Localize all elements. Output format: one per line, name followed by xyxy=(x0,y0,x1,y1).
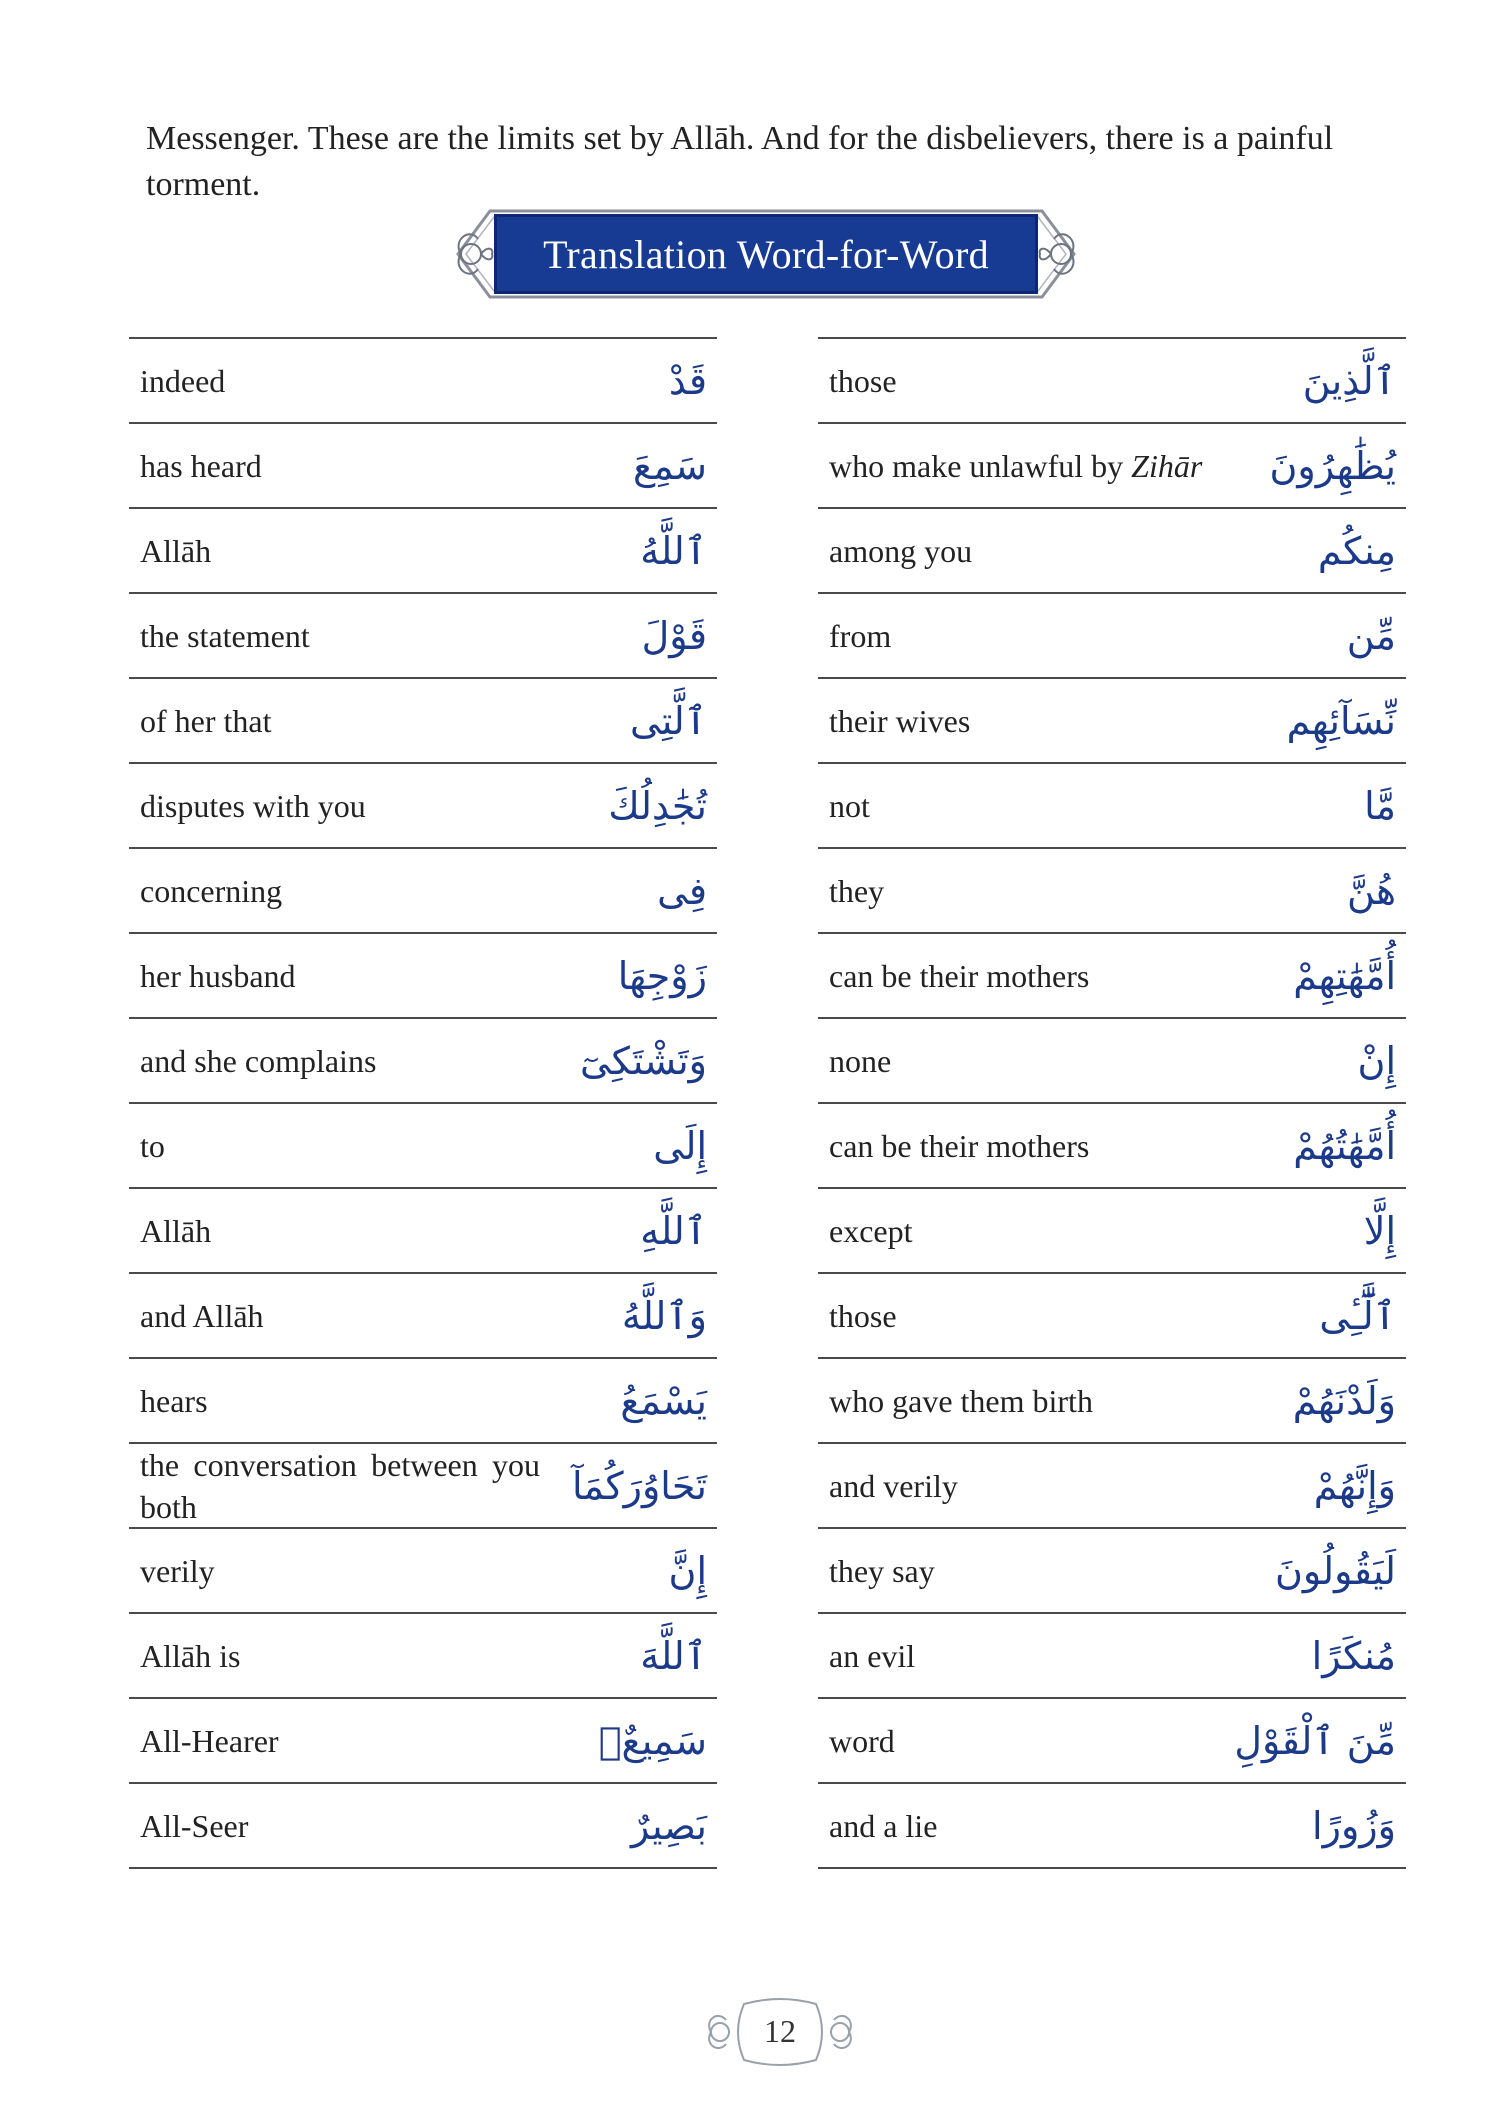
table-row xyxy=(129,679,717,764)
table-row xyxy=(818,1274,1406,1359)
table-row xyxy=(818,1529,1406,1614)
english-gloss: and verily xyxy=(829,1467,958,1504)
english-gloss: an evil xyxy=(829,1637,916,1674)
english-gloss: All-Hearer xyxy=(140,1722,279,1759)
arabic-word: قَدْ xyxy=(668,358,707,403)
arabic-word: إِلَّا xyxy=(1363,1208,1396,1253)
table-row xyxy=(818,594,1406,679)
english-gloss: can be their mothers xyxy=(829,957,1090,994)
arabic-word: أُمَّهَٰتِهِمْ xyxy=(1293,953,1396,998)
arabic-word: هُنَّ xyxy=(1347,868,1396,913)
table-row xyxy=(129,764,717,849)
arabic-word: بَصِيرٌ xyxy=(631,1803,707,1848)
table-row xyxy=(129,1359,717,1444)
arabic-word: أُمَّهَٰتُهُمْ xyxy=(1293,1123,1396,1168)
english-gloss: and Allāh xyxy=(140,1297,264,1334)
arabic-word: إِنَّ xyxy=(668,1548,707,1593)
arabic-word: قَوْلَ xyxy=(641,613,707,658)
banner-title: Translation Word-for-Word xyxy=(543,231,989,277)
english-gloss xyxy=(829,445,1202,487)
english-gloss: disputes with you xyxy=(140,787,366,824)
english-gloss: not xyxy=(829,787,870,824)
arabic-word: إِلَى xyxy=(653,1123,707,1168)
table-row xyxy=(129,424,717,509)
arabic-word: مِّن xyxy=(1346,613,1396,658)
arabic-word: وَتَشْتَكِىٓ xyxy=(580,1038,707,1083)
arabic-word: وَإِنَّهُمْ xyxy=(1313,1463,1396,1508)
english-gloss: and she complains xyxy=(140,1042,377,1079)
table-row xyxy=(818,1614,1406,1699)
english-gloss: from xyxy=(829,617,892,654)
table-row xyxy=(129,1444,717,1529)
table-row xyxy=(129,934,717,1019)
arabic-word: ٱللَّهِ xyxy=(640,1208,707,1253)
arabic-word: سَمِعَ xyxy=(632,443,707,488)
english-gloss-italic-term: Zihār xyxy=(1131,447,1203,484)
table-row xyxy=(129,1784,717,1869)
table-row xyxy=(129,849,717,934)
arabic-word: وَزُورًا xyxy=(1312,1803,1396,1848)
page-number-ornament xyxy=(700,1990,860,2074)
arabic-word: يَسْمَعُ xyxy=(620,1378,707,1423)
table-row xyxy=(818,849,1406,934)
arabic-word: ٱللَّهَ xyxy=(640,1633,707,1678)
page-number: 12 xyxy=(764,2012,796,2049)
arabic-word: مَّا xyxy=(1364,783,1396,828)
arabic-word: ٱلَّذِينَ xyxy=(1302,358,1396,403)
english-gloss: the statement xyxy=(140,617,310,654)
table-row xyxy=(129,1614,717,1699)
table-row xyxy=(129,594,717,679)
english-gloss: her husband xyxy=(140,957,296,994)
arabic-word: نِّسَآئِهِم xyxy=(1286,698,1396,743)
table-row xyxy=(818,764,1406,849)
arabic-word: لَيَقُولُونَ xyxy=(1274,1548,1396,1593)
english-gloss: All-Seer xyxy=(140,1807,249,1844)
english-gloss: concerning xyxy=(140,872,283,909)
table-row xyxy=(818,1444,1406,1529)
arabic-word: مِنكُم xyxy=(1317,528,1396,573)
table-row xyxy=(129,1189,717,1274)
english-gloss: word xyxy=(829,1722,895,1759)
english-gloss: of her that xyxy=(140,702,272,739)
table-row xyxy=(818,509,1406,594)
table-row xyxy=(129,1529,717,1614)
left-word-table xyxy=(129,337,717,1869)
table-row xyxy=(818,424,1406,509)
table-row xyxy=(818,1359,1406,1444)
arabic-word: سَمِيعٌۢ xyxy=(598,1718,707,1763)
english-gloss: among you xyxy=(829,532,973,569)
right-word-table xyxy=(818,337,1406,1869)
english-gloss: indeed xyxy=(140,362,226,399)
english-gloss: they say xyxy=(829,1552,935,1589)
table-row xyxy=(818,934,1406,1019)
english-gloss: can be their mothers xyxy=(829,1127,1090,1164)
english-gloss: and a lie xyxy=(829,1807,938,1844)
section-banner xyxy=(438,205,1094,303)
arabic-word: وَلَدْنَهُمْ xyxy=(1292,1378,1396,1423)
table-row xyxy=(129,1274,717,1359)
table-row xyxy=(818,1699,1406,1784)
english-gloss: except xyxy=(829,1212,913,1249)
english-gloss: they xyxy=(829,872,885,909)
table-row xyxy=(129,1699,717,1784)
english-gloss: Allāh is xyxy=(140,1637,241,1674)
english-gloss: who gave them birth xyxy=(829,1382,1093,1419)
table-row xyxy=(818,1104,1406,1189)
english-gloss: their wives xyxy=(829,702,971,739)
arabic-word: إِنْ xyxy=(1357,1038,1396,1083)
table-row xyxy=(818,679,1406,764)
english-gloss: Allāh xyxy=(140,532,212,569)
table-row xyxy=(129,1019,717,1104)
english-gloss: hears xyxy=(140,1382,208,1419)
table-row xyxy=(129,1104,717,1189)
table-row xyxy=(129,339,717,424)
arabic-word: زَوْجِهَا xyxy=(617,953,707,998)
table-row xyxy=(129,509,717,594)
arabic-word: وَٱللَّهُ xyxy=(621,1293,707,1338)
english-gloss-main: who make unlawful by xyxy=(829,447,1124,484)
arabic-word: تَحَاوُرَكُمَآ xyxy=(571,1463,707,1508)
arabic-word: مُنكَرًا xyxy=(1311,1633,1396,1678)
arabic-word: مِّنَ ٱلْقَوْلِ xyxy=(1234,1718,1396,1763)
arabic-word: تُجَٰدِلُكَ xyxy=(608,783,707,828)
english-gloss: those xyxy=(829,362,897,399)
banner-box xyxy=(494,214,1038,294)
intro-paragraph: Messenger. These are the limits set by Allāh. And for the disbelievers, there is a painful torment. xyxy=(146,120,1334,203)
arabic-word: فِى xyxy=(657,868,707,913)
table-row xyxy=(818,1784,1406,1869)
arabic-word: ٱلَّتِى xyxy=(630,698,707,743)
english-gloss: to xyxy=(140,1127,165,1164)
table-row xyxy=(818,339,1406,424)
arabic-word: ٱلَّٰٓـِٔى xyxy=(1319,1293,1396,1338)
arabic-word: يُظَٰهِرُونَ xyxy=(1269,443,1396,488)
english-gloss: verily xyxy=(140,1552,215,1589)
english-gloss: Allāh xyxy=(140,1212,212,1249)
english-gloss: the conversation between you both xyxy=(140,1446,540,1525)
table-row xyxy=(818,1019,1406,1104)
table-row xyxy=(818,1189,1406,1274)
arabic-word: ٱللَّهُ xyxy=(640,528,707,573)
english-gloss: those xyxy=(829,1297,897,1334)
english-gloss: none xyxy=(829,1042,892,1079)
english-gloss: has heard xyxy=(140,447,262,484)
